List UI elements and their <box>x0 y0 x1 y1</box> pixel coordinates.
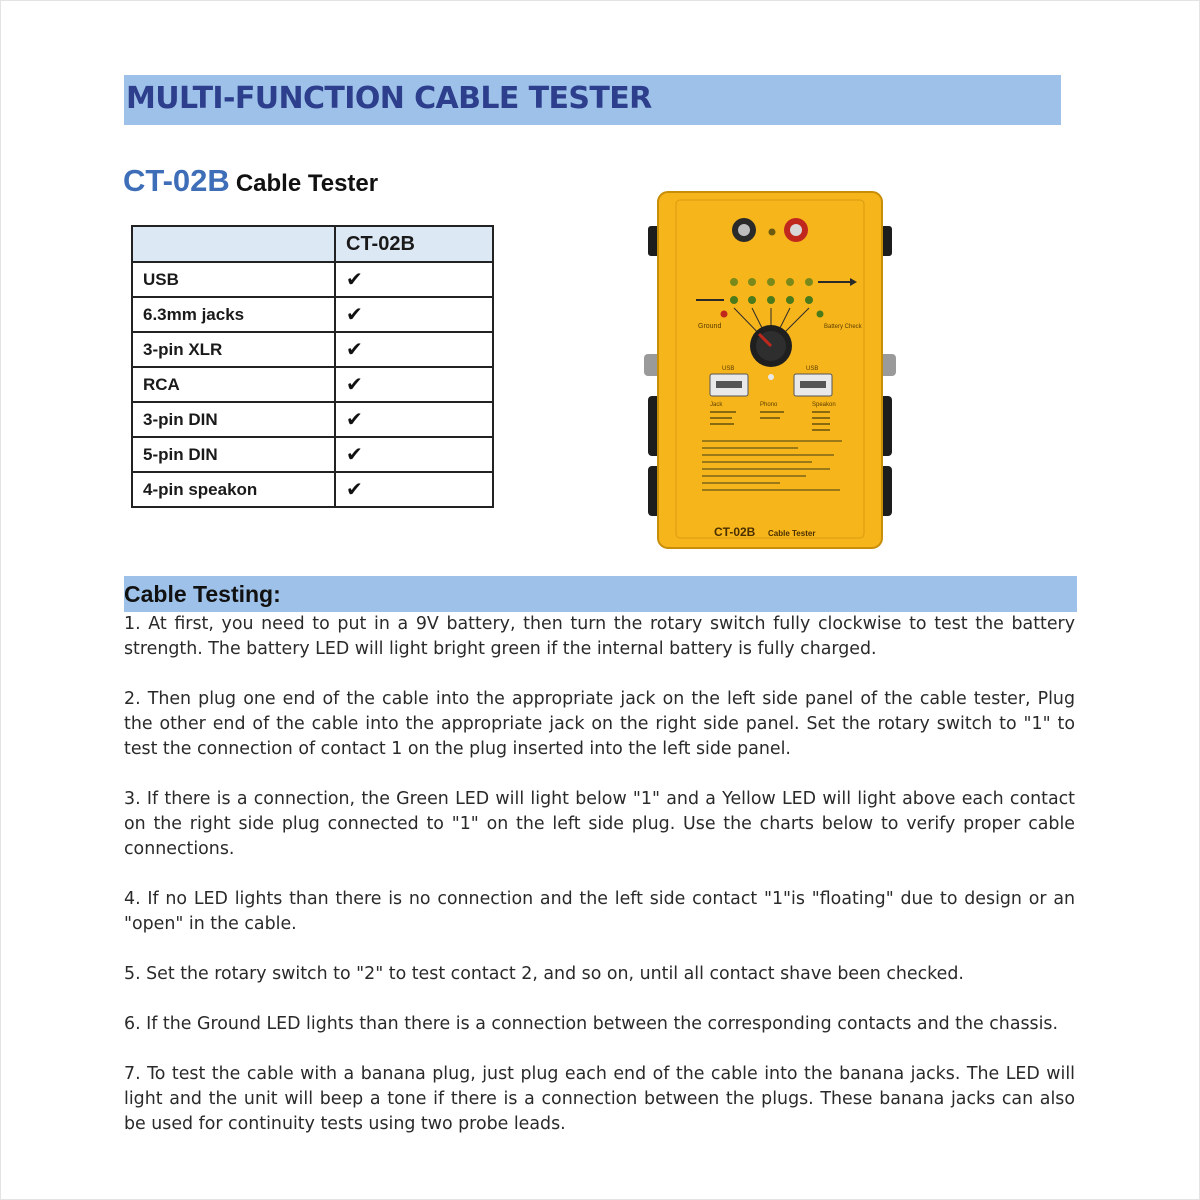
feature-name: 4-pin speakon <box>132 472 335 507</box>
check-icon: ✔ <box>346 304 363 326</box>
check-icon: ✔ <box>346 339 363 361</box>
check-cell <box>335 367 493 402</box>
ground-label: Ground <box>698 323 722 330</box>
pin-chart-phono-label: Phono <box>760 402 778 408</box>
step-paragraph: 1. At first, you need to put in a 9V battery, then turn the rotary switch fully clockwise to test the battery strength. The battery LED will light bright green if the internal battery is fully charged. <box>124 614 1075 659</box>
step-paragraph: 4. If no LED lights than there is no connection and the left side contact "1"is "floating" due to design or an "open" in the cable. <box>124 889 1075 934</box>
feature-name: 3-pin XLR <box>132 332 335 367</box>
check-cell <box>335 472 493 507</box>
check-icon: ✔ <box>346 409 363 431</box>
usb-port-right-icon <box>800 381 826 388</box>
device-model-label: CT-02B <box>714 525 756 539</box>
step-paragraph: 6. If the Ground LED lights than there is a connection between the corresponding contacts and the chassis. <box>124 1014 1059 1034</box>
tester-body <box>658 192 882 548</box>
banana-jack-red-icon <box>790 224 802 236</box>
feature-name: 6.3mm jacks <box>132 297 335 332</box>
usb-left-label: USB <box>722 366 735 372</box>
table-header-empty <box>132 226 335 262</box>
table-row <box>132 332 493 367</box>
check-cell <box>335 437 493 472</box>
table-row <box>132 367 493 402</box>
table-row <box>132 297 493 332</box>
device-photo <box>638 186 902 556</box>
product-heading <box>123 163 378 199</box>
table-row <box>132 472 493 507</box>
feature-name: RCA <box>132 367 335 402</box>
section-title: Cable Testing: <box>124 581 281 607</box>
table-header-model: CT-02B <box>335 226 493 262</box>
product-model: CT-02B <box>123 163 230 198</box>
check-cell <box>335 297 493 332</box>
check-icon: ✔ <box>346 269 363 291</box>
ground-led-icon <box>721 311 728 318</box>
section-header <box>124 576 1077 612</box>
check-icon: ✔ <box>346 444 363 466</box>
table-header-row <box>132 226 493 262</box>
banana-jack-black-icon <box>738 224 750 236</box>
device-name-label: Cable Tester <box>768 529 816 538</box>
feature-table <box>131 225 494 508</box>
battery-led-icon <box>817 311 824 318</box>
check-cell <box>335 332 493 367</box>
battery-label: Battery Check <box>824 324 862 330</box>
pin-chart-speakon-label: Speakon <box>812 402 836 408</box>
product-name: Cable Tester <box>235 170 379 197</box>
step-paragraph: 2. Then plug one end of the cable into the appropriate jack on the left side panel of the cable tester, Plug the other end of the cable into the appropriate jack on the right side panel. Set the rotary switch to "1" to test the connection of contact 1 on the plug inserted into the left side panel. <box>124 689 1075 759</box>
check-icon: ✔ <box>346 374 363 396</box>
feature-name: 3-pin DIN <box>132 402 335 437</box>
check-cell <box>335 262 493 297</box>
check-icon: ✔ <box>346 479 363 501</box>
check-cell <box>335 402 493 437</box>
step-paragraph: 5. Set the rotary switch to "2" to test contact 2, and so on, until all contact shave been checked. <box>124 964 964 984</box>
feature-name: 5-pin DIN <box>132 437 335 472</box>
power-led-icon <box>768 374 774 380</box>
step-paragraph: 3. If there is a connection, the Green LED will light below "1" and a Yellow LED will light above each contact on the right side plug connected to "1" on the left side plug. Use the charts below to verify proper cable connections. <box>124 789 1075 859</box>
table-row <box>132 437 493 472</box>
pin-chart-jack-label: Jack <box>710 402 723 408</box>
cable-testing-steps <box>124 612 1075 1162</box>
table-row <box>132 262 493 297</box>
usb-right-label: USB <box>806 366 819 372</box>
step-paragraph: 7. To test the cable with a banana plug, just plug each end of the cable into the banana jacks. The LED will light and the unit will beep a tone if there is a connection between the plugs. These banana jacks can also be used for continuity tests using two probe leads. <box>124 1064 1075 1134</box>
usb-port-left-icon <box>716 381 742 388</box>
led-icon <box>769 229 776 236</box>
table-row <box>132 402 493 437</box>
cable-tester-illustration <box>638 186 902 556</box>
feature-name: USB <box>132 262 335 297</box>
title-bar <box>124 75 1061 125</box>
page-title: MULTI-FUNCTION CABLE TESTER <box>126 81 652 116</box>
